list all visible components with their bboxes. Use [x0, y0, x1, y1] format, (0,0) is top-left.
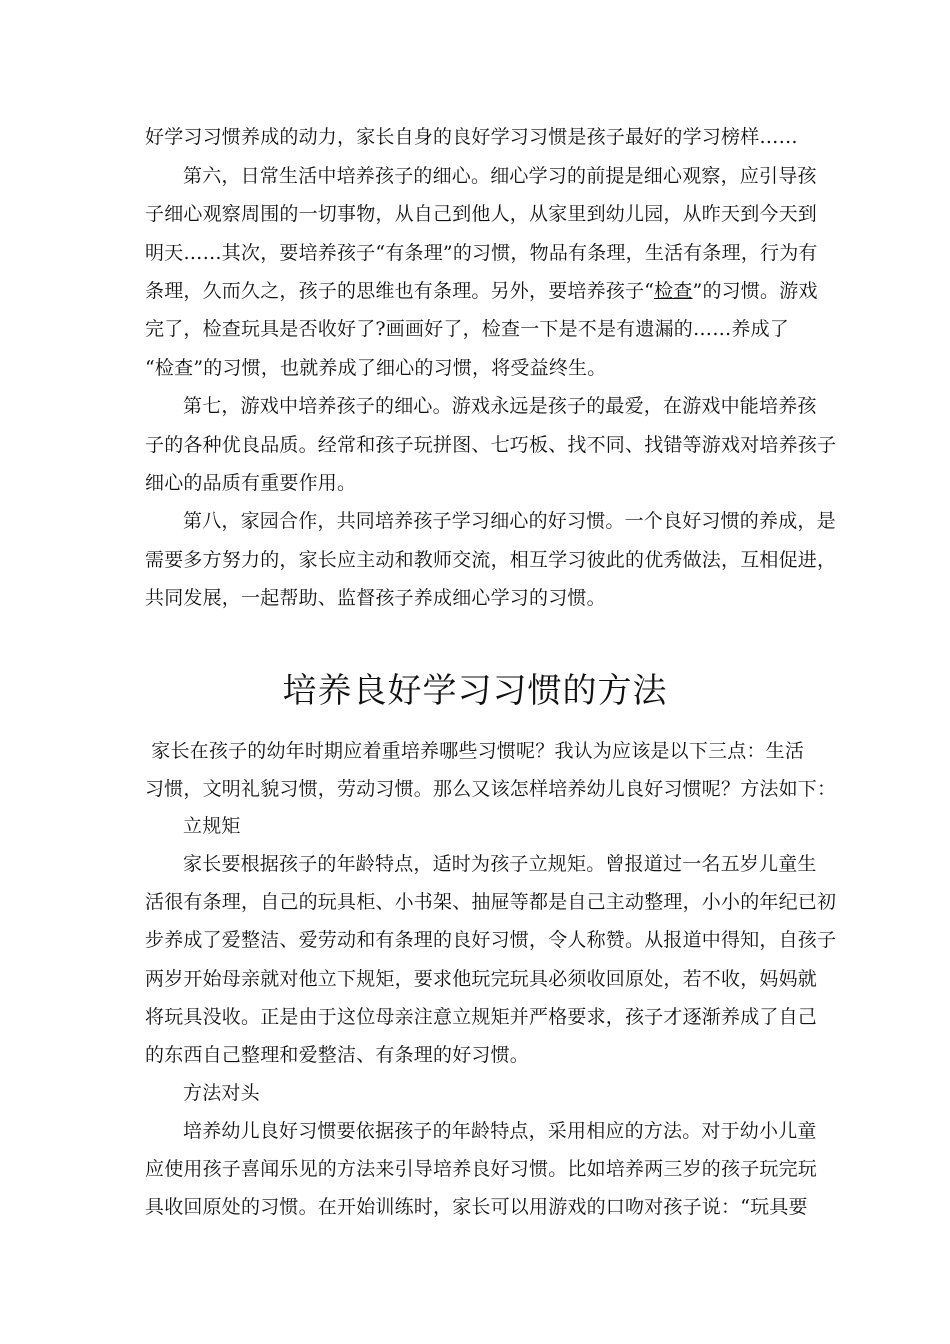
paragraph-line: 好学习习惯养成的动力，家长自身的良好学习习惯是孩子最好的学习榜样…… — [145, 126, 798, 148]
paragraph-line: 第八，家园合作，共同培养孩子学习细心的好习惯。一个良好习惯的养成，是 — [183, 510, 836, 532]
paragraph-line: 需要多方努力的，家长应主动和教师交流，相互学习彼此的优秀做法，互相促进， — [145, 549, 837, 571]
paragraph-line: 子的各种优良品质。经常和孩子玩拼图、七巧板、找不同、找错等游戏对培养孩子 — [145, 434, 837, 456]
paragraph-line: “检查”的习惯，也就养成了细心的习惯，将受益终生。 — [145, 357, 607, 379]
paragraph-line — [145, 278, 818, 304]
paragraph-line: 活很有条理，自己的玩具柜、小书架、抽屉等都是自己主动整理，小小的年纪已初 — [145, 891, 837, 913]
subheading: 方法对头 — [183, 1082, 260, 1104]
section-title: 培养良好学习习惯的方法 — [282, 671, 668, 711]
paragraph-line: 完了，检查玩具是否收好了?画画好了，检查一下是不是有遗漏的……养成了 — [145, 318, 789, 340]
text-segment: ”的习惯。游戏 — [692, 280, 818, 302]
paragraph-line: 子细心观察周围的一切事物，从自己到他人，从家里到幼儿园，从昨天到今天到 — [145, 203, 818, 225]
paragraph-line: 家长要根据孩子的年龄特点，适时为孩子立规矩。曾报道过一名五岁儿童生 — [183, 853, 817, 875]
paragraph-line: 第七，游戏中培养孩子的细心。游戏永远是孩子的最爱，在游戏中能培养孩 — [183, 395, 817, 417]
paragraph-line: 的东西自己整理和爱整洁、有条理的好习惯。 — [145, 1044, 530, 1066]
paragraph-line: 习惯，文明礼貌习惯，劳动习惯。那么又该怎样培养幼儿良好习惯呢？方法如下： — [145, 778, 837, 800]
paragraph-line: 细心的品质有重要作用。 — [145, 472, 357, 494]
paragraph-line: 将玩具没收。正是由于这位母亲注意立规矩并严格要求，孩子才逐渐养成了自己 — [145, 1006, 818, 1028]
underlined-word: 检查 — [654, 280, 693, 302]
paragraph-line: 两岁开始母亲就对他立下规矩，要求他玩完玩具必须收回原处，若不收，妈妈就 — [145, 968, 818, 990]
subheading: 立规矩 — [183, 815, 241, 837]
paragraph-line: 具收回原处的习惯。在开始训练时，家长可以用游戏的口吻对孩子说：“玩具要 — [145, 1196, 808, 1218]
paragraph-line: 培养幼儿良好习惯要依据孩子的年龄特点，采用相应的方法。对于幼小儿童 — [183, 1120, 817, 1142]
paragraph-line: 共同发展，一起帮助、监督孩子养成细心学习的习惯。 — [145, 587, 606, 609]
paragraph-line: 第六，日常生活中培养孩子的细心。细心学习的前提是细心观察，应引导孩 — [183, 165, 817, 187]
text-segment: 条理，久而久之，孩子的思维也有条理。另外，要培养孩子“ — [145, 280, 655, 302]
paragraph-line: 明天……其次，要培养孩子“有条理”的习惯，物品有条理，生活有条理，行为有 — [145, 242, 818, 264]
paragraph-line: 步养成了爱整洁、爱劳动和有条理的良好习惯，令人称赞。从报道中得知，自孩子 — [145, 929, 837, 951]
paragraph-line: 应使用孩子喜闻乐见的方法来引导培养良好习惯。比如培养两三岁的孩子玩完玩 — [145, 1158, 818, 1180]
paragraph-line: 家长在孩子的幼年时期应着重培养哪些习惯呢？我认为应该是以下三点：生活 — [145, 740, 805, 762]
